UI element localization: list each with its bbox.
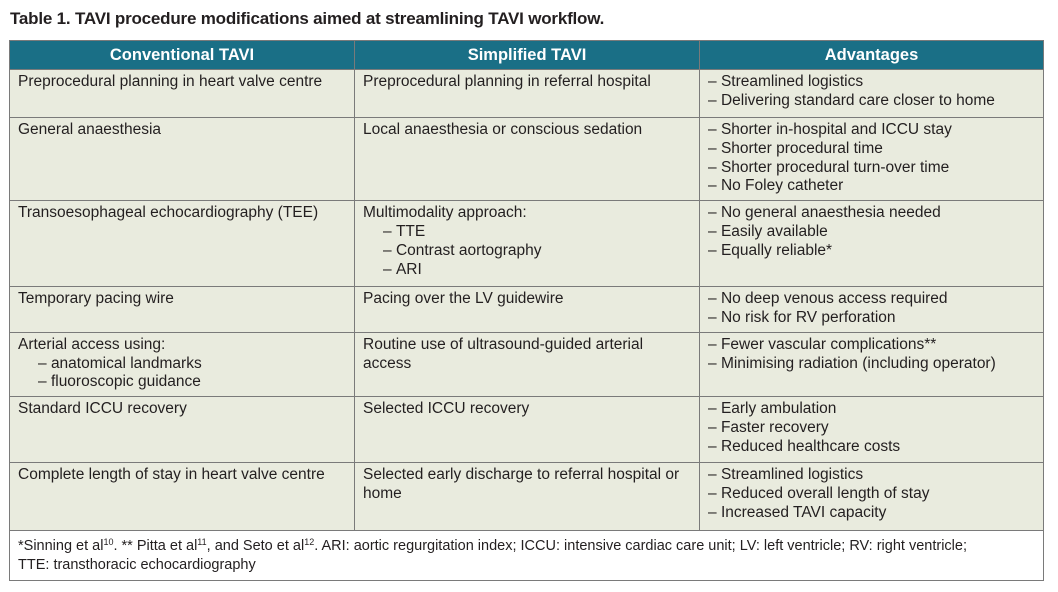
advantage-item: – Faster recovery xyxy=(708,419,1036,438)
footnote-text: . ** Pitta et al xyxy=(113,538,198,555)
cell-conventional xyxy=(10,118,355,201)
cell-simplified xyxy=(355,70,700,118)
advantage-item: – No Foley catheter xyxy=(708,177,1036,196)
footnote-text: , and Seto et al xyxy=(206,538,305,555)
advantage-item: – Delivering standard care closer to home xyxy=(708,92,1036,111)
cell-advantages xyxy=(700,70,1044,118)
cell-advantages xyxy=(700,118,1044,201)
advantage-item: – Fewer vascular complications** xyxy=(708,336,1036,355)
footnote-text: TTE: transthoracic echocardiography xyxy=(18,556,256,573)
tavi-table xyxy=(9,40,1044,581)
table-row xyxy=(10,463,1044,531)
cell-line: Arterial access using: xyxy=(18,335,166,353)
cell-simplified xyxy=(355,332,700,396)
sub-item: – Contrast aortography xyxy=(363,242,692,261)
cell-advantages xyxy=(700,463,1044,531)
cell-line: Temporary pacing wire xyxy=(18,290,174,308)
cell-line: Selected ICCU recovery xyxy=(363,400,530,418)
cell-line: Local anaesthesia or conscious sedation xyxy=(363,121,643,138)
table-caption: Table 1. TAVI procedure modifications aimed at streamlining TAVI workflow. xyxy=(10,9,605,28)
table-row xyxy=(10,287,1044,333)
cell-line: Complete length of stay in heart valve centre xyxy=(18,466,325,484)
advantage-item: – Shorter in-hospital and ICCU stay xyxy=(708,121,1036,140)
advantage-item: – Increased TAVI capacity xyxy=(708,504,1036,523)
sub-item: – ARI xyxy=(363,261,692,280)
cell-advantages xyxy=(700,201,1044,287)
cell-line: home xyxy=(363,484,402,502)
advantage-item: – Shorter procedural time xyxy=(708,140,1036,159)
cell-line: Selected early discharge to referral hospital or xyxy=(363,466,680,484)
sub-item: – anatomical landmarks xyxy=(18,355,347,374)
header-conventional: Conventional TAVI xyxy=(10,41,355,70)
advantage-item: – Easily available xyxy=(708,223,1036,242)
footnote-ref: 10 xyxy=(103,537,114,548)
cell-advantages xyxy=(700,397,1044,463)
cell-line: Preprocedural planning in heart valve centre xyxy=(18,73,323,90)
cell-conventional xyxy=(10,463,355,531)
cell-line: Standard ICCU recovery xyxy=(18,400,187,418)
cell-advantages xyxy=(700,287,1044,333)
cell-conventional xyxy=(10,70,355,118)
header-row xyxy=(10,41,1044,70)
cell-conventional xyxy=(10,397,355,463)
cell-simplified xyxy=(355,287,700,333)
cell-simplified xyxy=(355,397,700,463)
cell-line: Multimodality approach: xyxy=(363,204,527,222)
cell-advantages xyxy=(700,332,1044,396)
footnote xyxy=(10,531,1044,581)
advantage-item: – Early ambulation xyxy=(708,400,1036,419)
header-simplified: Simplified TAVI xyxy=(355,41,700,70)
advantage-item: – No deep venous access required xyxy=(708,290,1036,309)
advantage-item: – Equally reliable* xyxy=(708,242,1036,261)
cell-line: Transoesophageal echocardiography (TEE) xyxy=(18,204,319,222)
table-row xyxy=(10,201,1044,287)
cell-conventional xyxy=(10,332,355,396)
cell-line: Preprocedural planning in referral hospital xyxy=(363,73,651,90)
cell-conventional xyxy=(10,201,355,287)
cell-line: General anaesthesia xyxy=(18,121,162,138)
sub-item: – TTE xyxy=(363,223,692,242)
footnote-ref: 12 xyxy=(304,537,315,548)
cell-simplified xyxy=(355,201,700,287)
table-row xyxy=(10,397,1044,463)
cell-line: Pacing over the LV guidewire xyxy=(363,290,564,308)
cell-simplified xyxy=(355,118,700,201)
table-row xyxy=(10,332,1044,396)
table-row xyxy=(10,118,1044,201)
advantage-item: – Streamlined logistics xyxy=(708,466,1036,485)
cell-line: access xyxy=(363,354,412,372)
advantage-item: – Streamlined logistics xyxy=(708,73,1036,92)
table-row xyxy=(10,70,1044,118)
header-advantages: Advantages xyxy=(700,41,1044,70)
footnote-text: . ARI: aortic regurgitation index; ICCU: intensive cardiac care unit; LV: left ventricle; RV: right ventricle; xyxy=(314,538,967,555)
cell-conventional xyxy=(10,287,355,333)
cell-line: Routine use of ultrasound-guided arterial xyxy=(363,335,644,353)
advantage-item: – Minimising radiation (including operator) xyxy=(708,355,1036,374)
advantage-item: – Reduced healthcare costs xyxy=(708,438,1036,457)
footnote-text: *Sinning et al xyxy=(18,538,104,555)
footnote-row xyxy=(10,531,1044,581)
cell-simplified xyxy=(355,463,700,531)
advantage-item: – No risk for RV perforation xyxy=(708,309,1036,328)
advantage-item: – No general anaesthesia needed xyxy=(708,204,1036,223)
sub-item: – fluoroscopic guidance xyxy=(18,373,347,392)
footnote-ref: 11 xyxy=(197,537,207,548)
advantage-item: – Shorter procedural turn-over time xyxy=(708,159,1036,178)
advantage-item: – Reduced overall length of stay xyxy=(708,485,1036,504)
